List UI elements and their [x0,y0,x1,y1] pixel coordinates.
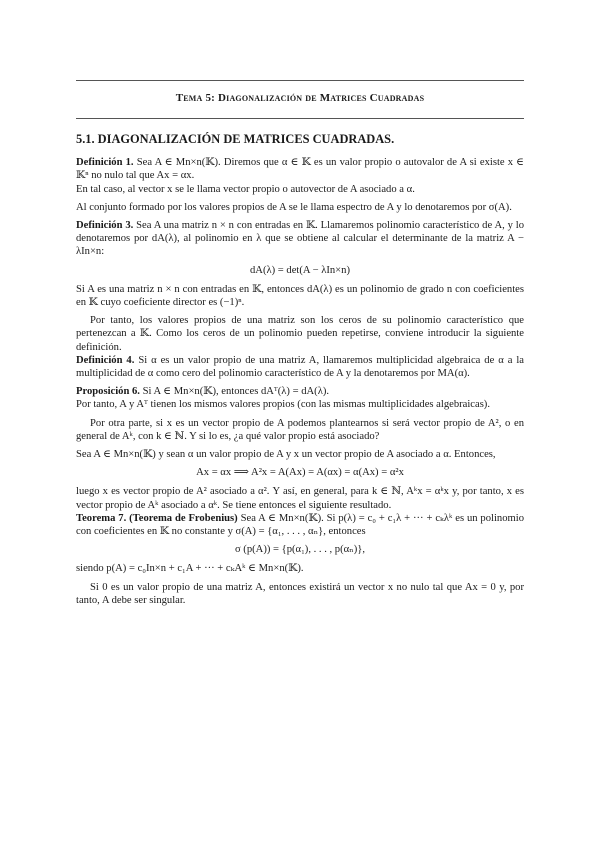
singular-paragraph: Si 0 es un valor propio de una matriz A, entonces existirá un vector x no nulo tal que Ax = 0 y, por tanto, A debe ser singular. [76,581,524,606]
proposition-6-label: Proposición 6. [76,386,140,398]
characteristic-polynomial-equation: dA(λ) = det(A − λIn×n) [250,264,350,276]
definition-1 [76,156,524,182]
spectrum-paragraph: Al conjunto formado por los valores propios de A se le llama espectro de A y lo denotaremos por σ(A). [76,201,512,213]
definition-3 [76,219,524,259]
header-bottom-rule [76,118,524,119]
definition-4 [76,354,524,380]
setup-paragraph: Sea A ∈ Mn×n(𝕂) y sean α un valor propio de A y x un vector propio de A asociado a α. Entonces, [76,449,496,461]
power-equation: Ax = αx ⟹ A²x = A(Ax) = A(αx) = α(Ax) = α²x [196,467,404,479]
header-top-rule [76,80,524,81]
definition-3-text: Sea A una matriz n × n con entradas en 𝕂. Llamaremos polinomio característico de A, y lo denotaremos por dA(λ), al polinomio en λ que se obtiene al calcular el determinante de la matriz A − λIn×n: [76,220,524,258]
definition-3-label: Definición 3. [76,220,134,232]
conclusion-paragraph: luego x es vector propio de A² asociado a α². Y así, en general, para k ∈ ℕ, Aᵏx = αᵏx y, por tanto, x es vector propio de Aᵏ asociado a αᵏ. Se tiene entonces el siguiente resultado. [76,486,524,511]
transpose-paragraph: Por tanto, A y Aᵀ tienen los mismos valores propios (con las mismas multiplicidades algebraicas). [76,399,490,411]
definition-4-text: Si α es un valor propio de una matriz A, llamaremos multiplicidad algebraica de α a la multiplicidad de α como cero del polinomio característico de A y la denotaremos por MA(α). [76,354,525,380]
proposition-6 [76,385,524,398]
theorem-7-text: Sea A ∈ Mn×n(𝕂). Si p(λ) = c₀ + c₁λ + ··· + cₖλᵏ es un polinomio con coeficientes en 𝕂 no constante y σ(A) = {α₁, . . . , αₙ}, entonces [76,512,524,538]
section-heading: 5.1. DIAGONALIZACIÓN DE MATRICES CUADRADAS. [76,132,395,146]
page-body [76,133,524,607]
eigenvector-definition: En tal caso, al vector x se le llama vector propio o autovector de A asociado a α. [76,183,415,195]
definition-1-label: Definición 1. [76,157,134,169]
theorem-7-label: Teorema 7. (Teorema de Frobenius) [76,512,238,524]
definition-4-label: Definición 4. [76,354,135,366]
power-question-paragraph: Por otra parte, si x es un vector propio de A podemos plantearnos si será vector propio de A², o en general de Aᵏ, con k ∈ ℕ. Y si lo es, ¿a qué valor propio está asociado? [76,417,524,442]
frobenius-equation: σ (p(A)) = {p(α₁), . . . , p(αₙ)}, [234,544,366,556]
theorem-7 [76,512,524,538]
definition-1-text: Sea A ∈ Mn×n(𝕂). Diremos que α ∈ 𝕂 es un valor propio o autovalor de A si existe x ∈ 𝕂ⁿ no nulo tal que Ax = αx. [76,157,525,182]
proposition-6-text: Si A ∈ Mn×n(𝕂), entonces dAᵀ(λ) = dA(λ). [142,386,330,398]
roots-paragraph: Por tanto, los valores propios de una matriz son los ceros de su polinomio característico que pertenezcan a 𝕂. Como los ceros de un polinomio pueden repetirse, conviene introducir la siguiente definición. [76,315,524,353]
polynomial-degree-paragraph: Si A es una matriz n × n con entradas en 𝕂, entonces dA(λ) es un polinomio de grado n con coeficientes en 𝕂 cuyo coeficiente director es (−1)ⁿ. [76,283,524,309]
polynomial-of-matrix-paragraph: siendo p(A) = c₀In×n + c₁A + ··· + cₖAᵏ ∈ Mn×n(𝕂). [76,563,304,575]
running-header: Tema 5: Diagonalización de Matrices Cuadradas [175,92,425,104]
